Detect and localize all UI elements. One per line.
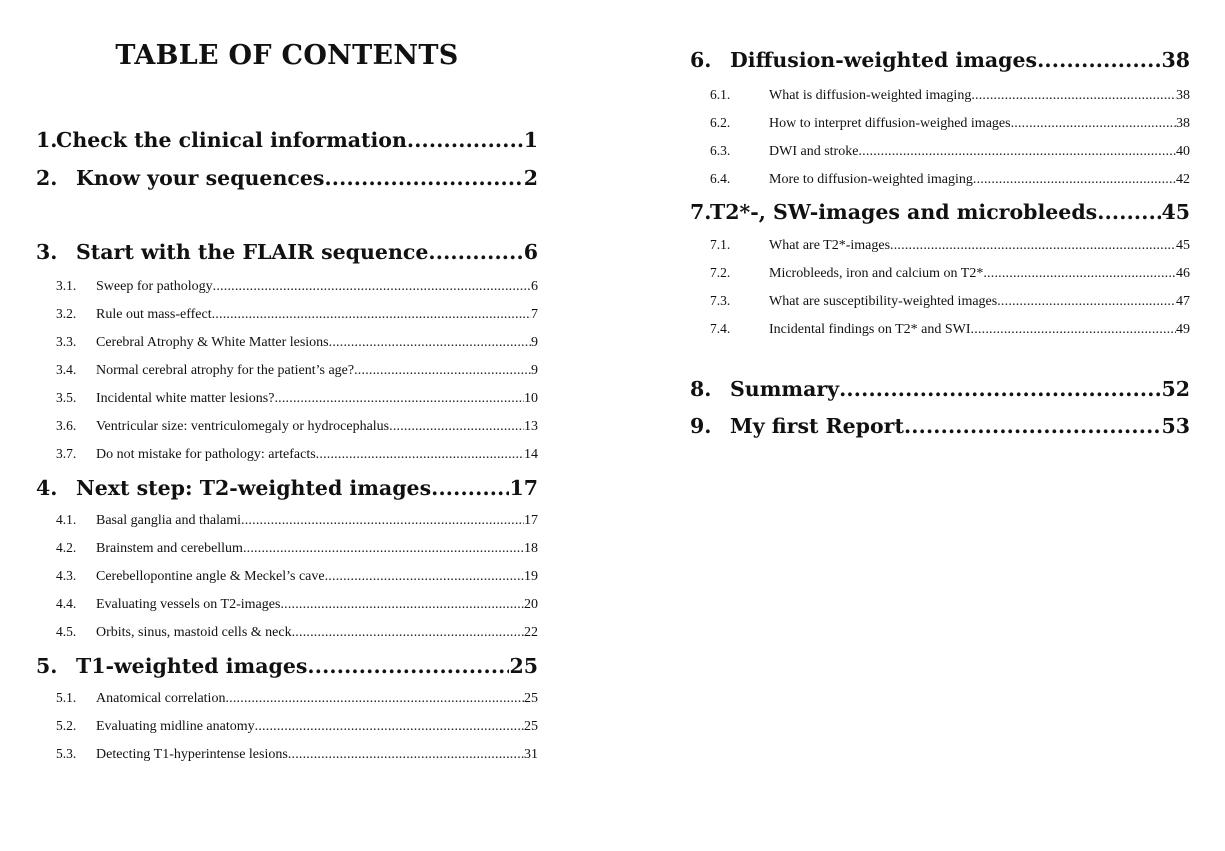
dot-leader	[255, 719, 524, 735]
toc-entry-label: Cerebellopontine angle & Meckel’s cave	[96, 569, 325, 584]
dot-leader	[431, 476, 509, 500]
toc-entry-2[interactable]	[36, 166, 538, 190]
toc-entry-4-5[interactable]	[36, 624, 538, 641]
toc-entry-7-3[interactable]	[690, 293, 1190, 310]
toc-entry-7-2[interactable]	[690, 265, 1190, 282]
toc-entry-number: 3.1.	[56, 278, 77, 293]
toc-entry-number: 7.3.	[710, 293, 731, 308]
dot-leader	[971, 322, 1176, 338]
toc-entry-number: 3.5.	[56, 390, 77, 405]
toc-entry-label: How to interpret diffusion-weighed images	[769, 116, 1011, 131]
toc-entry-page: 53	[1161, 414, 1190, 438]
toc-entry-label: Do not mistake for pathology: artefacts	[96, 447, 316, 462]
dot-leader	[971, 88, 1176, 104]
toc-entry-page: 45	[1176, 238, 1190, 253]
toc-entry-page: 25	[524, 719, 538, 734]
toc-entry-number: 1.	[36, 128, 58, 152]
toc-entry-label: Know your sequences	[76, 166, 325, 190]
toc-entry-label: T1-weighted images	[76, 654, 308, 678]
toc-entry-number: 6.2.	[710, 115, 731, 130]
toc-entry-label: Summary	[730, 377, 840, 401]
toc-entry-label: Detecting T1-hyperintense lesions	[96, 747, 288, 762]
toc-entry-label: Basal ganglia and thalami	[96, 513, 242, 528]
toc-entry-page: 9	[531, 363, 538, 378]
toc-entry-4[interactable]	[36, 476, 538, 500]
toc-entry-page: 46	[1176, 266, 1190, 281]
dot-leader	[316, 447, 524, 463]
toc-entry-4-2[interactable]	[36, 540, 538, 557]
toc-entry-number: 9.	[690, 414, 712, 438]
toc-entry-4-4[interactable]	[36, 596, 538, 613]
toc-entry-number: 4.2.	[56, 540, 77, 555]
toc-entry-page: 13	[524, 419, 538, 434]
toc-entry-label: More to diffusion-weighted imaging	[769, 172, 973, 187]
dot-leader	[904, 414, 1162, 438]
toc-entry-page: 7	[531, 307, 538, 322]
toc-entry-number: 8.	[690, 377, 712, 401]
dot-leader	[354, 363, 531, 379]
toc-entry-label: T2*-, SW-images and microbleeds	[710, 200, 1098, 224]
toc-entry-5-3[interactable]	[36, 746, 538, 763]
toc-entry-3-7[interactable]	[36, 446, 538, 463]
toc-entry-label: Diffusion-weighted images	[730, 48, 1038, 72]
toc-entry-3[interactable]	[36, 240, 538, 264]
dot-leader	[973, 172, 1176, 188]
toc-entry-page: 52	[1161, 377, 1190, 401]
dot-leader	[243, 541, 524, 557]
toc-entry-8[interactable]	[690, 377, 1190, 401]
toc-entry-label: Rule out mass-effect	[96, 307, 212, 322]
toc-entry-4-1[interactable]	[36, 512, 538, 529]
toc-entry-page: 2	[523, 166, 538, 190]
toc-entry-label: Evaluating vessels on T2-images	[96, 597, 281, 612]
toc-entry-page: 10	[524, 391, 538, 406]
toc-entry-6-1[interactable]	[690, 87, 1190, 104]
toc-entry-number: 5.	[36, 654, 58, 678]
toc-entry-label: Start with the FLAIR sequence	[76, 240, 429, 264]
toc-entry-page: 6	[531, 279, 538, 294]
toc-entry-label: What are susceptibility-weighted images	[769, 294, 998, 309]
toc-entry-number: 5.2.	[56, 718, 77, 733]
toc-entry-page: 22	[524, 625, 538, 640]
toc-entry-number: 6.1.	[710, 87, 731, 102]
dot-leader	[325, 569, 524, 585]
toc-entry-label: Incidental white matter lesions?	[96, 391, 275, 406]
dot-leader	[983, 266, 1176, 282]
toc-entry-page: 19	[524, 569, 538, 584]
toc-entry-number: 6.	[690, 48, 712, 72]
dot-leader	[292, 625, 524, 641]
toc-entry-page: 6	[523, 240, 538, 264]
toc-entry-label: What are T2*-images	[769, 238, 891, 253]
dot-leader	[890, 238, 1176, 254]
toc-title: TABLE OF CONTENTS	[115, 40, 459, 71]
toc-entry-page: 20	[524, 597, 538, 612]
toc-entry-3-5[interactable]	[36, 390, 538, 407]
toc-entry-6-3[interactable]	[690, 143, 1190, 160]
toc-entry-label: My first Report	[730, 414, 904, 438]
toc-entry-label: What is diffusion-weighted imaging	[769, 88, 972, 103]
dot-leader	[280, 597, 524, 613]
toc-entry-3-2[interactable]	[36, 306, 538, 323]
toc-entry-page: 25	[524, 691, 538, 706]
toc-entry-1[interactable]	[36, 128, 538, 152]
toc-entry-page: 47	[1176, 294, 1190, 309]
toc-entry-number: 4.5.	[56, 624, 77, 639]
dot-leader	[858, 144, 1176, 160]
dot-leader	[213, 279, 531, 295]
toc-entry-6[interactable]	[690, 48, 1190, 72]
toc-entry-page: 25	[509, 654, 538, 678]
toc-entry-label: Incidental findings on T2* and SWI	[769, 322, 971, 337]
toc-entry-number: 6.3.	[710, 143, 731, 158]
toc-entry-6-4[interactable]	[690, 171, 1190, 188]
toc-entry-number: 4.	[36, 476, 58, 500]
toc-entry-label: DWI and stroke	[769, 144, 859, 159]
toc-entry-number: 3.7.	[56, 446, 77, 461]
dot-leader	[212, 307, 531, 323]
toc-entry-number: 6.4.	[710, 171, 731, 186]
toc-entry-4-3[interactable]	[36, 568, 538, 585]
toc-entry-number: 3.	[36, 240, 58, 264]
toc-entry-number: 3.3.	[56, 334, 77, 349]
dot-leader	[1097, 200, 1161, 224]
toc-entry-3-1[interactable]	[36, 278, 538, 295]
toc-entry-number: 5.1.	[56, 690, 77, 705]
toc-entry-page: 14	[524, 447, 538, 462]
toc-entry-3-6[interactable]	[36, 418, 538, 435]
dot-leader	[241, 513, 524, 529]
toc-entry-page: 38	[1176, 116, 1190, 131]
toc-entry-page: 18	[524, 541, 538, 556]
dot-leader	[274, 391, 524, 407]
toc-entry-page: 40	[1176, 144, 1190, 159]
toc-entry-number: 7.1.	[710, 237, 731, 252]
toc-entry-page: 38	[1176, 88, 1190, 103]
toc-entry-label: Sweep for pathology	[96, 279, 213, 294]
toc-entry-6-2[interactable]	[690, 115, 1190, 132]
toc-entry-3-4[interactable]	[36, 362, 538, 379]
toc-entry-page: 31	[524, 747, 538, 762]
dot-leader	[324, 166, 523, 190]
toc-entry-label: Ventricular size: ventriculomegaly or hydrocephalus	[96, 419, 390, 434]
toc-entry-5-2[interactable]	[36, 718, 538, 735]
toc-entry-7-4[interactable]	[690, 321, 1190, 338]
toc-entry-page: 49	[1176, 322, 1190, 337]
toc-entry-page: 1	[523, 128, 538, 152]
toc-entry-label: Anatomical correlation	[96, 691, 226, 706]
toc-entry-label: Orbits, sinus, mastoid cells & neck	[96, 625, 292, 640]
toc-entry-label: Check the clinical information	[56, 128, 407, 152]
dot-leader	[428, 240, 523, 264]
dot-leader	[389, 419, 524, 435]
dot-leader	[839, 377, 1161, 401]
toc-entry-page: 42	[1176, 172, 1190, 187]
toc-entry-5-1[interactable]	[36, 690, 538, 707]
toc-entry-number: 3.4.	[56, 362, 77, 377]
toc-entry-label: Brainstem and cerebellum	[96, 541, 243, 556]
dot-leader	[1011, 116, 1176, 132]
toc-entry-5[interactable]	[36, 654, 538, 678]
toc-entry-label: Cerebral Atrophy & White Matter lesions	[96, 335, 329, 350]
toc-entry-page: 17	[509, 476, 538, 500]
toc-entry-page: 45	[1161, 200, 1190, 224]
toc-entry-number: 3.2.	[56, 306, 77, 321]
toc-entry-9[interactable]	[690, 414, 1190, 438]
toc-entry-number: 3.6.	[56, 418, 77, 433]
dot-leader	[225, 691, 524, 707]
toc-entry-number: 4.4.	[56, 596, 77, 611]
toc-entry-number: 2.	[36, 166, 58, 190]
toc-entry-number: 7.4.	[710, 321, 731, 336]
dot-leader	[1037, 48, 1161, 72]
dot-leader	[407, 128, 524, 152]
dot-leader	[329, 335, 531, 351]
dot-leader	[288, 747, 524, 763]
toc-entry-page: 38	[1161, 48, 1190, 72]
toc-entry-label: Next step: T2-weighted images	[76, 476, 432, 500]
toc-entry-label: Evaluating midline anatomy	[96, 719, 255, 734]
toc-entry-number: 7.	[690, 200, 712, 224]
toc-entry-label: Microbleeds, iron and calcium on T2*	[769, 266, 984, 281]
toc-entry-page: 9	[531, 335, 538, 350]
toc-entry-number: 5.3.	[56, 746, 77, 761]
dot-leader	[997, 294, 1176, 310]
toc-entry-number: 7.2.	[710, 265, 731, 280]
toc-entry-page: 17	[524, 513, 538, 528]
toc-entry-label: Normal cerebral atrophy for the patient’s age?	[96, 363, 355, 378]
dot-leader	[307, 654, 509, 678]
toc-entry-7-1[interactable]	[690, 237, 1190, 254]
toc-entry-number: 4.1.	[56, 512, 77, 527]
toc-entry-number: 4.3.	[56, 568, 77, 583]
toc-entry-7[interactable]	[690, 200, 1190, 224]
toc-entry-3-3[interactable]	[36, 334, 538, 351]
